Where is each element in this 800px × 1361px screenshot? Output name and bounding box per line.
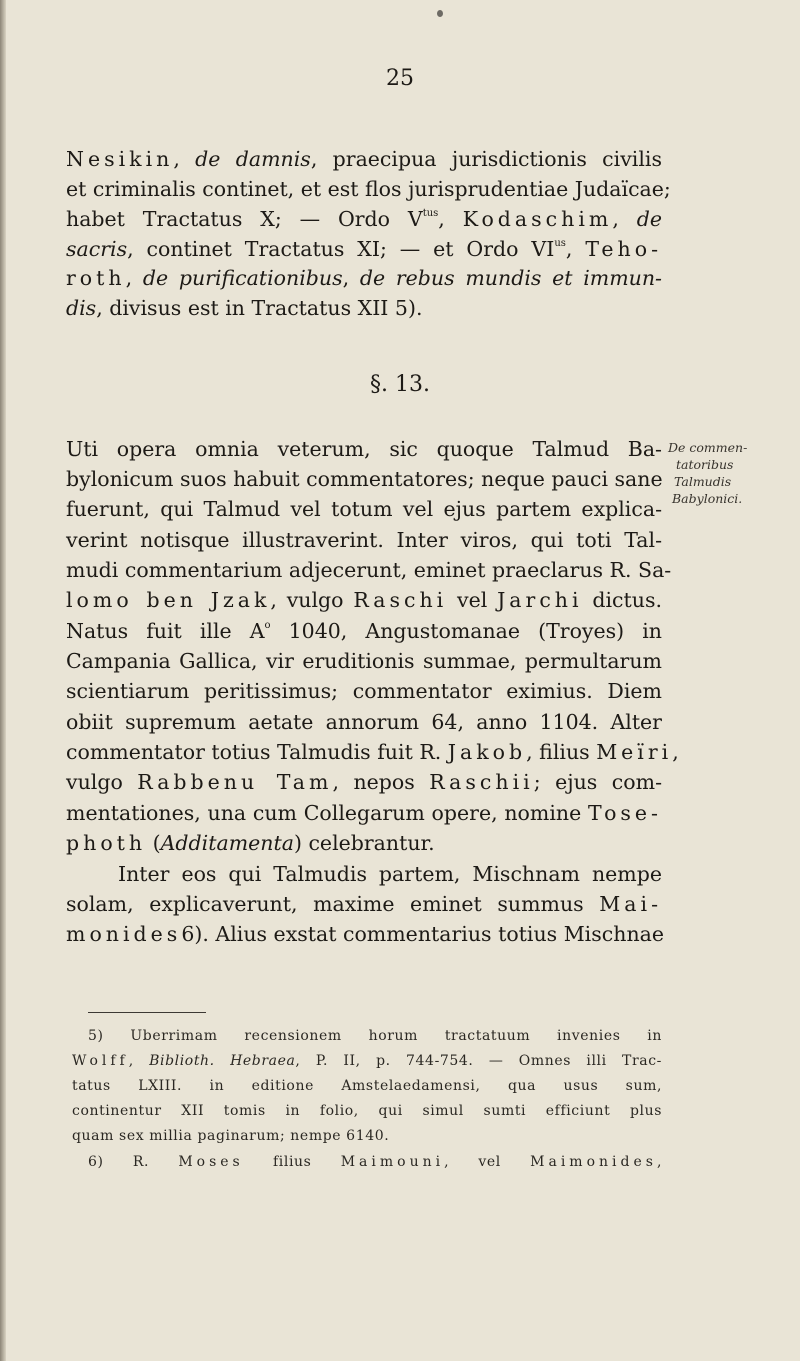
footnote-5-line-5: quam sex millia paginarum; nempe 6140. bbox=[72, 1128, 390, 1144]
body-line-8: Campania Gallica, vir eruditionis summae, permultarum bbox=[66, 649, 662, 673]
body-line-10: obiit supremum aetate annorum 64, anno 1104. Alter bbox=[66, 710, 662, 734]
body-line-14: photh (Additamenta) celebrantur. bbox=[66, 831, 435, 855]
body-line-6: lomo ben Jzak, vulgo Raschi vel Jarchi dictus. bbox=[66, 588, 662, 612]
page-number: 25 bbox=[386, 66, 414, 91]
ink-dot bbox=[437, 10, 443, 17]
footnote-6-line-1: 6) R. Moses filius Maimouni, vel Maimonides, bbox=[88, 1154, 662, 1170]
intro-line-1: Nesikin, de damnis, praecipua jurisdictionis civilis bbox=[66, 147, 662, 171]
page-edge-shadow bbox=[0, 0, 6, 1361]
body-line-3: fuerunt, qui Talmud vel totum vel ejus partem explica- bbox=[66, 497, 662, 521]
body-line-16: solam, explicaverunt, maxime eminet summus Mai- bbox=[66, 892, 662, 916]
body-line-17: monides6). Alius exstat commentarius totius Mischnae bbox=[66, 922, 664, 946]
body-line-9: scientiarum peritissimus; commentator eximius. Diem bbox=[66, 679, 662, 703]
intro-line-5: roth, de purificationibus, de rebus mundis et immun- bbox=[66, 266, 662, 290]
body-line-2: bylonicum suos habuit commentatores; neque pauci sane bbox=[66, 467, 663, 491]
footnote-5-line-1: 5) Uberrimam recensionem horum tractatuum invenies in bbox=[88, 1028, 662, 1044]
body-line-4: verint notisque illustraverint. Inter viros, qui toti Tal- bbox=[66, 528, 662, 552]
intro-line-4: sacris, continet Tractatus XI; — et Ordo $VI^{us}$, Teho- bbox=[66, 237, 662, 261]
margin-note-line-1: De commen- bbox=[668, 440, 748, 455]
intro-line-6: dis, divisus est in Tractatus XII 5). bbox=[66, 296, 423, 320]
intro-line-2: et criminalis continet, et est flos jurisprudentiae Judaïcae; bbox=[66, 177, 671, 201]
margin-note-line-3: Talmudis bbox=[674, 474, 732, 489]
footnote-5-line-3: tatus LXIII. in editione Amstelaedamensi, qua usus sum, bbox=[72, 1078, 662, 1094]
body-line-13: mentationes, una cum Collegarum opere, nomine Tose- bbox=[66, 801, 662, 825]
footnote-5-line-4: continentur XII tomis in folio, qui simul sumti efficiunt plus bbox=[72, 1103, 662, 1119]
section-heading: §. 13. bbox=[370, 372, 430, 397]
body-line-15: Inter eos qui Talmudis partem, Mischnam nempe bbox=[118, 862, 662, 886]
body-line-12: vulgo Rabbenu Tam, nepos Raschii; ejus com- bbox=[66, 770, 663, 794]
margin-note-line-2: tatoribus bbox=[676, 457, 734, 472]
intro-line-3: habet Tractatus X; — Ordo $V^{tus}$, Kodaschim, de bbox=[66, 207, 662, 231]
body-line-7: Natus fuit ille $A^o$ 1040, Angustomanae (Troyes) in bbox=[66, 619, 662, 643]
margin-note-line-4: Babylonici. bbox=[672, 491, 743, 506]
body-line-1: Uti opera omnia veterum, sic quoque Talmud Ba- bbox=[66, 437, 662, 461]
footnote-5-line-2: Wolff, Biblioth. Hebraea, P. II, p. 744-754. — Omnes illi Trac- bbox=[72, 1053, 662, 1069]
footnote-separator bbox=[88, 1012, 206, 1013]
body-line-5: mudi commentarium adjecerunt, eminet praeclarus R. Sa- bbox=[66, 558, 672, 582]
body-line-11: commentator totius Talmudis fuit R. Jakob, filius Meïri, bbox=[66, 740, 679, 764]
